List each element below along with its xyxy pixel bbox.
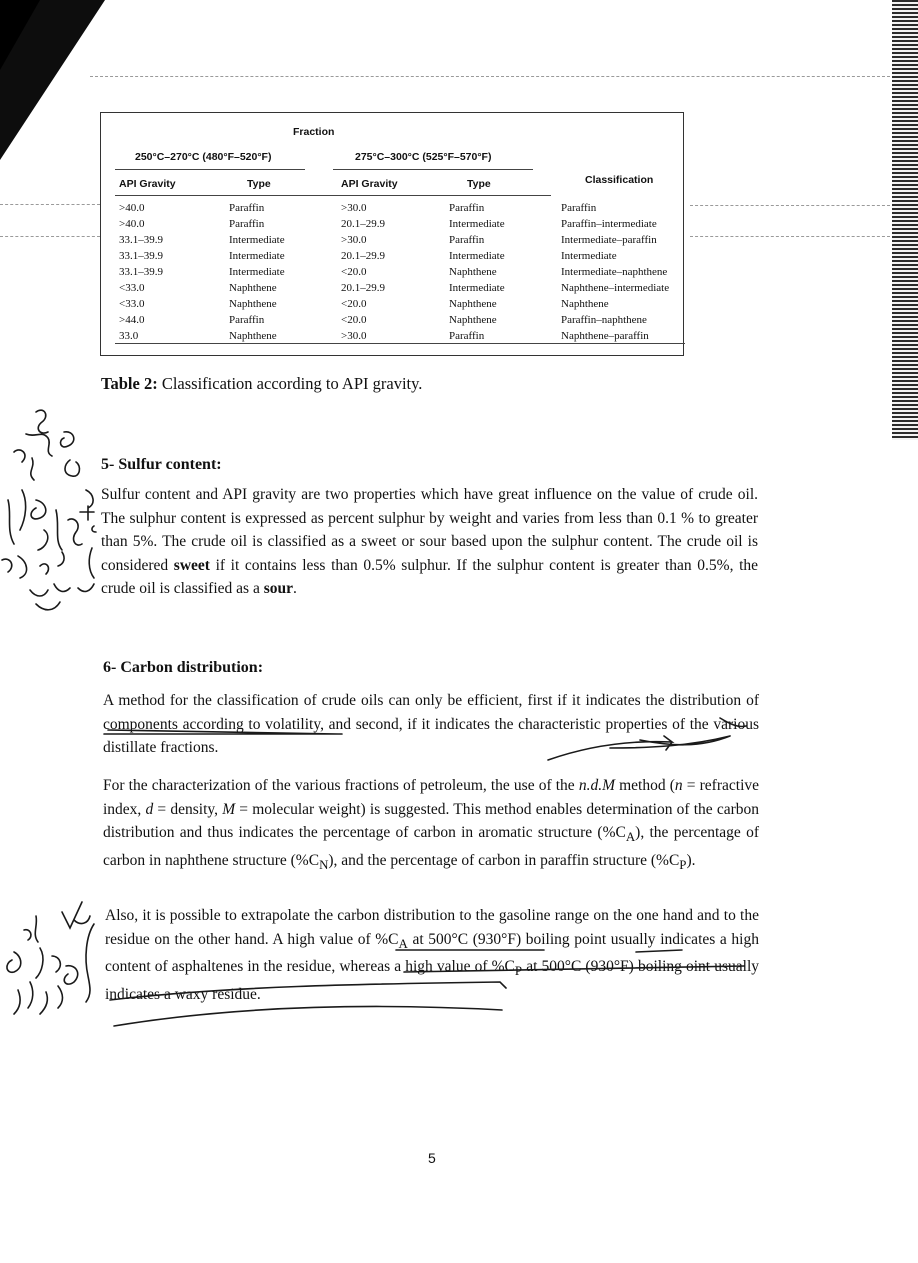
table-cell: <20.0 (341, 314, 367, 326)
text-run: = refractive index, (103, 777, 760, 818)
section-heading-sulfur: 5- Sulfur content: (101, 456, 222, 473)
table-cell: 33.1–39.9 (119, 266, 163, 278)
fraction-group-2: 275°C–300°C (525°F–570°F) (355, 151, 492, 163)
text-run: = density, (153, 800, 223, 818)
table-cell: <33.0 (119, 298, 145, 310)
subscript-p: P (514, 963, 523, 979)
table-cell: 33.0 (119, 330, 139, 342)
var-m: M (222, 800, 236, 818)
table-cell: Paraffin (229, 202, 265, 214)
table-caption-label: Table 2: (101, 374, 158, 393)
table-cell: Intermediate–paraffin (561, 234, 657, 246)
text-run: at 500°C (930°F) boiling oint usually indicates a waxy residue. (105, 958, 760, 1003)
table-rule (333, 169, 533, 170)
col-header-type-1: Type (247, 178, 271, 190)
table-cell: >30.0 (341, 330, 367, 342)
table-cell: Paraffin (229, 314, 265, 326)
table-cell: >30.0 (341, 202, 367, 214)
table-cell: Intermediate (229, 266, 285, 278)
text-run: at 500°C (930°F) boiling point usually indicates a high content of asphaltenes in the residue, whereas a high value of %C (105, 930, 759, 976)
scan-noise-line (90, 76, 890, 77)
carbon-paragraph-3 (105, 904, 759, 1006)
text-run: For the characterization of the various fractions of petroleum, the use of the (103, 777, 579, 794)
table-cell: <33.0 (119, 282, 145, 294)
table-cell: Intermediate (561, 250, 617, 262)
scan-noise-line (0, 236, 100, 237)
subscript-a: A (625, 829, 636, 845)
subscript-p: P (679, 856, 687, 872)
scan-noise-line (690, 205, 890, 206)
table-cell: 33.1–39.9 (119, 250, 163, 262)
table-caption (101, 374, 422, 394)
text-run: = molecular weight) is suggested. This method enables determination of the carbon distribution and thus indicates the percentage of carbon in aromatic structure (%C (103, 800, 760, 841)
table-cell: Naphthene (449, 298, 497, 310)
table-cell: 20.1–29.9 (341, 282, 385, 294)
table-cell: Paraffin–naphthene (561, 314, 647, 326)
text-run: ), the percentage of carbon in naphthene structure (%C (103, 824, 759, 869)
table-cell: >40.0 (119, 202, 145, 214)
table-caption-text: Classification according to API gravity. (157, 374, 423, 393)
table-cell: Intermediate (229, 250, 285, 262)
term-sweet: sweet (173, 556, 210, 574)
table-cell: Naphthene (449, 314, 497, 326)
carbon-paragraph-2 (103, 774, 759, 876)
table-cell: Naphthene (561, 298, 609, 310)
text-run: ). (686, 851, 696, 869)
table-cell: Intermediate (449, 250, 505, 262)
fraction-header: Fraction (293, 126, 335, 138)
carbon-paragraph-1: A method for the classification of crude oils can only be efficient, first if it indicates the distribution of components according to volatility, and second, if it indicates the characteristic properties of the various distillate fractions. (103, 692, 759, 756)
text-run: . (293, 580, 297, 597)
text-run: if it contains less than 0.5% sulphur. If the sulphur content is greater than 0.5%, the crude oil is classified as a (101, 556, 759, 597)
fraction-group-1: 250°C–270°C (480°F–520°F) (135, 151, 272, 163)
table-cell: Intermediate (229, 234, 285, 246)
text-run: Sulfur content and API gravity are two properties which have great influence on the value of crude oil. The sulphur content is expressed as percent sulphur by weight and varies from less than 0.1 % to greater than 5%. The crude oil is classified as a sweet or sour based upon the sulphur content. The crude oil is considered (101, 486, 758, 574)
table-cell: Paraffin (449, 330, 485, 342)
col-header-api-gravity-1: API Gravity (119, 178, 176, 190)
col-header-api-gravity-2: API Gravity (341, 178, 398, 190)
table-cell: <20.0 (341, 298, 367, 310)
table-cell: >30.0 (341, 234, 367, 246)
table-cell: Paraffin (449, 234, 485, 246)
section-heading-carbon: 6- Carbon distribution: (103, 659, 264, 676)
table-cell: Intermediate (449, 282, 505, 294)
table-cell: 20.1–29.9 (341, 218, 385, 230)
table-rule (115, 195, 551, 196)
scan-noise-line (0, 204, 100, 205)
page-number: 5 (428, 1150, 436, 1166)
var-n: n (674, 777, 683, 794)
table-cell: Naphthene (229, 298, 277, 310)
table-cell: Paraffin (229, 218, 265, 230)
table-cell: Naphthene (449, 266, 497, 278)
subscript-a: A (398, 935, 408, 951)
table-cell: Paraffin (561, 202, 597, 214)
text-run: Also, it is possible to extrapolate the carbon distribution to the gasoline range on the one hand and to the residue on the other hand. A high value of %C (105, 907, 759, 948)
scan-edge-stripes (892, 0, 918, 440)
sulfur-paragraph (101, 483, 758, 601)
text-run: method ( (615, 777, 675, 794)
term-sour: sour (263, 580, 293, 597)
col-header-classification: Classification (585, 174, 654, 186)
table-cell: 33.1–39.9 (119, 234, 163, 246)
table-rule (115, 343, 685, 344)
table-cell: Intermediate–naphthene (561, 266, 668, 278)
scan-noise-line (690, 236, 890, 237)
table-cell: <20.0 (341, 266, 367, 278)
term-ndm: n.d.M (578, 777, 615, 794)
table-cell: Naphthene (229, 282, 277, 294)
table-cell: >40.0 (119, 218, 145, 230)
table-cell: Paraffin (449, 202, 485, 214)
table-rule (115, 169, 305, 170)
var-d: d (145, 800, 154, 818)
table-cell: Naphthene–paraffin (561, 330, 649, 342)
api-classification-table (100, 112, 684, 356)
table-cell: >44.0 (119, 314, 145, 326)
table-cell: 20.1–29.9 (341, 250, 385, 262)
col-header-type-2: Type (467, 178, 491, 190)
table-cell: Naphthene (229, 330, 277, 342)
text-run: ), and the percentage of carbon in paraffin structure (%C (328, 851, 680, 869)
table-cell: Naphthene–intermediate (561, 282, 670, 294)
table-cell: Paraffin–intermediate (561, 218, 657, 230)
subscript-n: N (319, 856, 329, 872)
table-cell: Intermediate (449, 218, 505, 230)
